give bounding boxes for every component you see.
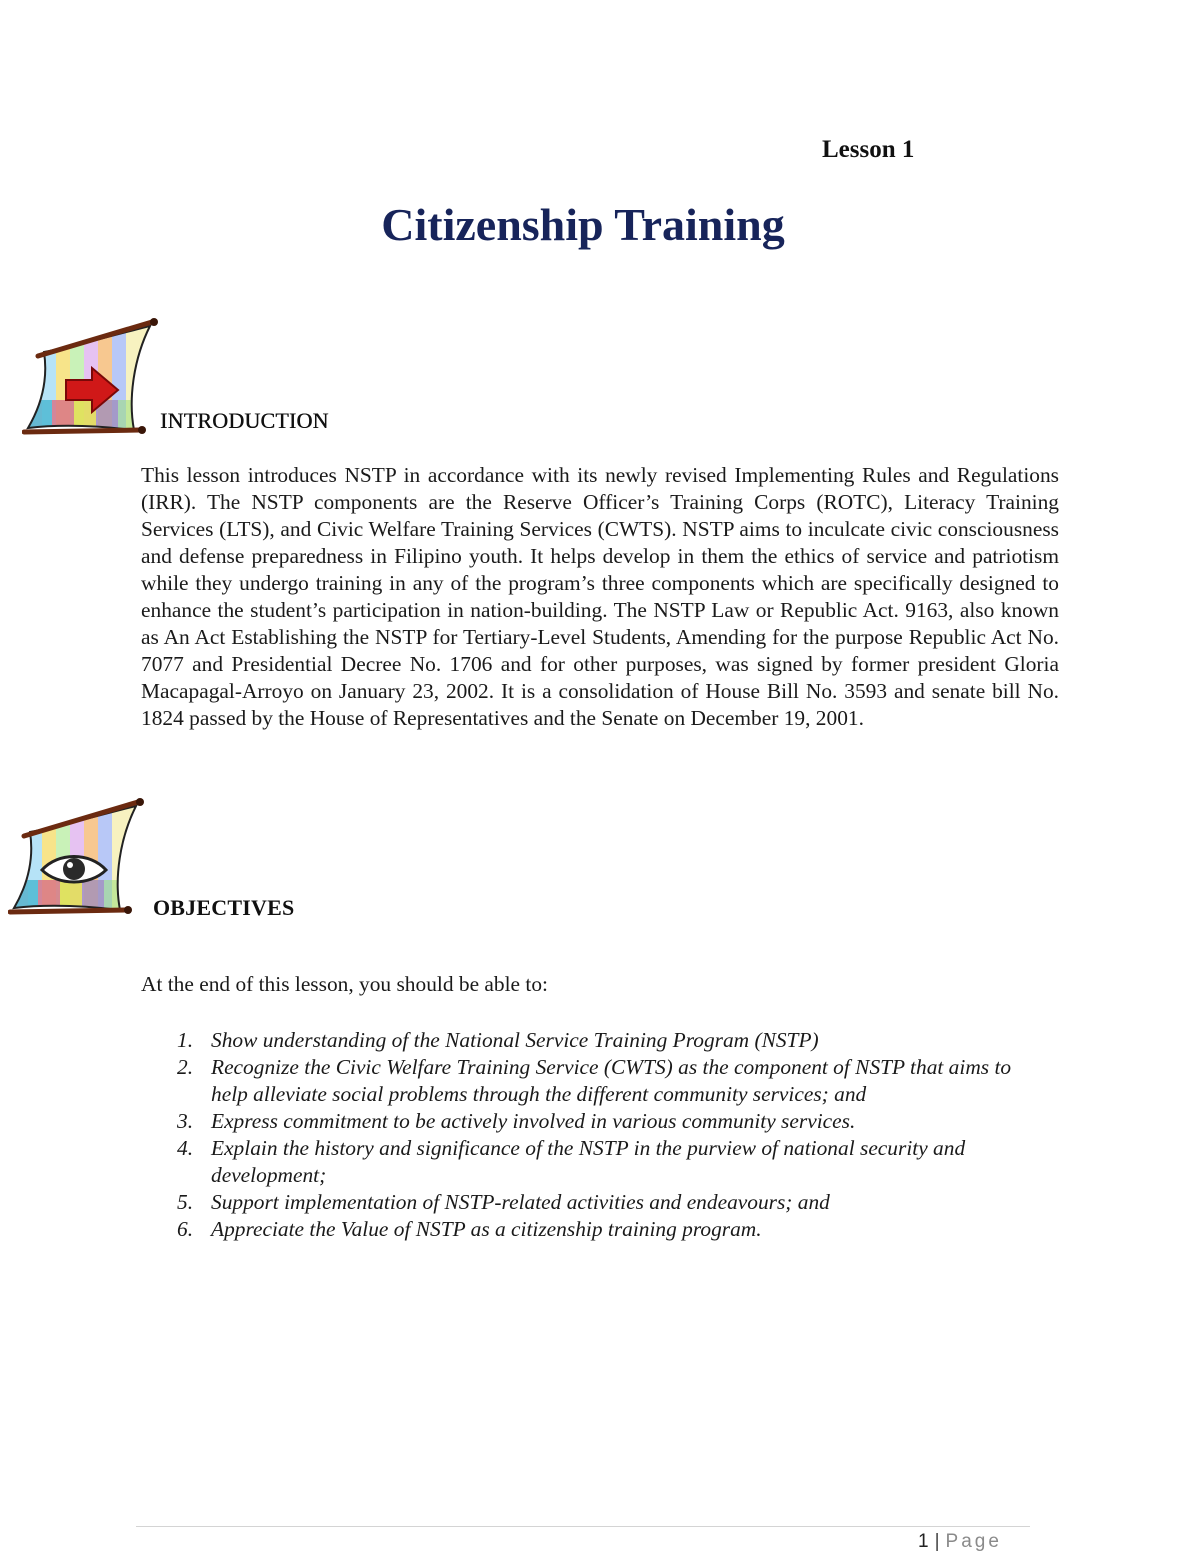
page-footer	[918, 1531, 1002, 1553]
page-title: Citizenship Training	[381, 199, 785, 250]
objective-text: Show understanding of the National Service Training Program (NSTP)	[211, 1028, 819, 1052]
objective-item	[141, 1108, 1041, 1135]
objective-item	[141, 1216, 1041, 1243]
objective-text: Express commitment to be actively involved in various community services.	[211, 1109, 856, 1133]
banner-arrow-icon	[22, 318, 164, 442]
page-number: 1	[918, 1531, 929, 1552]
footer-separator: |	[934, 1531, 940, 1552]
lesson-label: Lesson 1	[822, 136, 915, 163]
objectives-heading: OBJECTIVES	[153, 895, 295, 920]
footer-divider	[136, 1526, 1030, 1527]
objective-item	[141, 1027, 1041, 1054]
objective-text: Support implementation of NSTP-related activities and endeavours; and	[211, 1190, 830, 1214]
introduction-paragraph: This lesson introduces NSTP in accordance with its newly revised Implementing Rules and Regulations (IRR). The NSTP components are the Reserve Officer’s Training Corps (ROTC), Literacy Training Services (LTS), and Civic Welfare Training Services (CWTS). NSTP aims to inculcate civic consciousness and defense preparedness in Filipino youth. It helps develop in them the ethics of service and patriotism while they undergo training in any of the program’s three components which are specifically designed to enhance the student’s participation in nation-building. The NSTP Law or Republic Act. 9163, also known as An Act Establishing the NSTP for Tertiary-Level Students, Amending for the purpose Republic Act No. 7077 and Presidential Decree No. 1706 and for other purposes, was signed by former president Gloria Macapagal-Arroyo on January 23, 2002. It is a consolidation of House Bill No. 3593 and senate bill No. 1824 passed by the House of Representatives and the Senate on December 19, 2001.	[141, 463, 1059, 730]
objective-number: 5.	[177, 1190, 194, 1214]
objective-item	[141, 1135, 1041, 1189]
objective-number: 2.	[177, 1055, 194, 1079]
objective-number: 3.	[177, 1109, 194, 1133]
objective-text: Explain the history and significance of the NSTP in the purview of national security and development;	[211, 1136, 966, 1187]
introduction-heading: INTRODUCTION	[160, 408, 329, 433]
objective-text: Appreciate the Value of NSTP as a citizenship training program.	[211, 1217, 762, 1241]
objective-number: 6.	[177, 1217, 194, 1241]
objectives-list	[141, 1027, 1041, 1243]
objective-text: Recognize the Civic Welfare Training Service (CWTS) as the component of NSTP that aims to help alleviate social problems through the different community services; and	[211, 1055, 1012, 1106]
objectives-intro: At the end of this lesson, you should be able to:	[141, 972, 548, 996]
banner-eye-icon	[8, 798, 150, 922]
objective-number: 1.	[177, 1028, 194, 1052]
objective-item	[141, 1189, 1041, 1216]
objective-number: 4.	[177, 1136, 194, 1160]
objective-item	[141, 1054, 1041, 1108]
page-label: Page	[945, 1531, 1002, 1552]
